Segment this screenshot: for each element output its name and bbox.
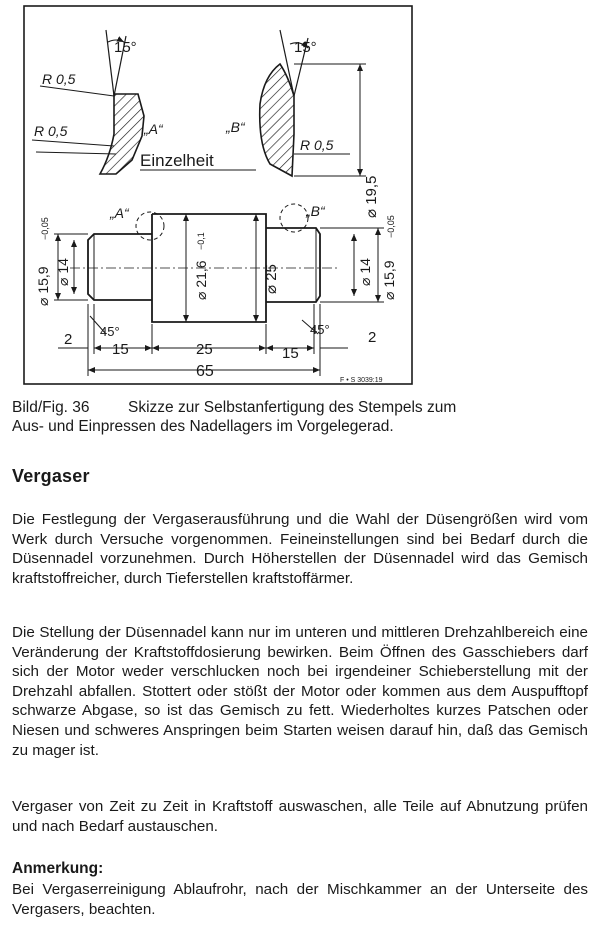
chamfer-right-label: 45° — [310, 322, 330, 337]
note-title: Anmerkung: — [12, 860, 104, 877]
paragraph-2: Die Stellung der Düsennadel kann nur im unteren und mittleren Drehzahlbereich eine Veränderung der Kraftstoffdosierung bewirken. Beim Öffnen des Gasschiebers darf sich der Motor weder verschlucken noch bei irgendeiner Schieberstellung mit der Drehzahl abfallen. Stottert oder stößt der Motor oder kommen aus dem Auspufftopf schwarze Abgase, so ist das Gemisch zu fett. Wiederholtes kurzes Patschen oder Niesen und schweres Anspringen beim Starten weisen darauf hin, daß das Gemisch zu mager ist. — [12, 624, 588, 759]
radius-a2-label: R 0,5 — [34, 123, 68, 139]
dia-21-6-label: ⌀ 21,6 — [193, 260, 209, 300]
angle-a-label: 15° — [114, 39, 137, 56]
drawing-frame — [24, 6, 412, 384]
section-title: Vergaser — [12, 466, 90, 486]
dim-15-right-label: 15 — [282, 345, 299, 362]
tol-21-6-label: −0,1 — [196, 232, 206, 250]
dia-19-5-label: ⌀ 19,5 — [363, 175, 380, 218]
figure-caption — [12, 398, 594, 436]
paragraph-3: Vergaser von Zeit zu Zeit in Kraftstoff auswaschen, alle Teile auf Abnutzung prüfen und nach Bedarf austauschen. — [12, 798, 588, 835]
part-b-label: „B“ — [306, 203, 325, 219]
part-a-label: „A“ — [110, 205, 129, 221]
dim-15-left-label: 15 — [112, 341, 129, 358]
dim-2-right-label: 2 — [368, 329, 377, 346]
dia-14-left-label: ⌀ 14 — [55, 258, 71, 286]
tol-15-9-right-label: −0,05 — [386, 215, 396, 238]
radius-a1-label: R 0,5 — [42, 71, 76, 87]
chamfer-left-label: 45° — [100, 324, 120, 339]
figure-number: Bild/Fig. 36 — [12, 399, 90, 416]
einzelheit-label: Einzelheit — [140, 151, 214, 170]
dia-15-9-right-label: ⌀ 15,9 — [381, 260, 397, 300]
note-text: Bei Vergaserreinigung Ablaufrohr, nach der Mischkammer an der Unterseite des Vergasers, beachten. — [12, 881, 588, 918]
radius-b-label: R 0,5 — [300, 137, 334, 153]
dia-14-right-label: ⌀ 14 — [357, 258, 373, 286]
figure-code-label: F • S 3039:19 — [340, 377, 383, 384]
caption-line-2: Aus- und Einpressen des Nadellagers im Vorgelegerad. — [12, 418, 394, 435]
angle-b-label: 15° — [294, 39, 317, 56]
detail-a-label: „A“ — [144, 121, 163, 137]
dim-65-label: 65 — [196, 363, 214, 380]
technical-drawing-figure — [18, 4, 418, 390]
paragraph-1: Die Festlegung der Vergaserausführung und die Wahl der Düsengrößen wird vom Werk durch Versuche vorgenommen. Feineinstellungen sind bei Bedarf durch die Düsennadel vorzunehmen. Durch Höherstellen der Düsennadel wird das Gemisch kraftstoffreicher, durch Tieferstellen kraftstoffärmer. — [12, 511, 588, 587]
tol-15-9-left-label: −0,05 — [40, 217, 50, 240]
detail-b-label: „B“ — [226, 119, 245, 135]
caption-line-1: Skizze zur Selbstanfertigung des Stempels zum — [128, 399, 457, 416]
dia-25-label: ⌀ 25 — [263, 264, 280, 294]
dim-25-label: 25 — [196, 341, 213, 358]
dia-15-9-left-label: ⌀ 15,9 — [35, 266, 51, 306]
dim-2-left-label: 2 — [64, 331, 73, 348]
